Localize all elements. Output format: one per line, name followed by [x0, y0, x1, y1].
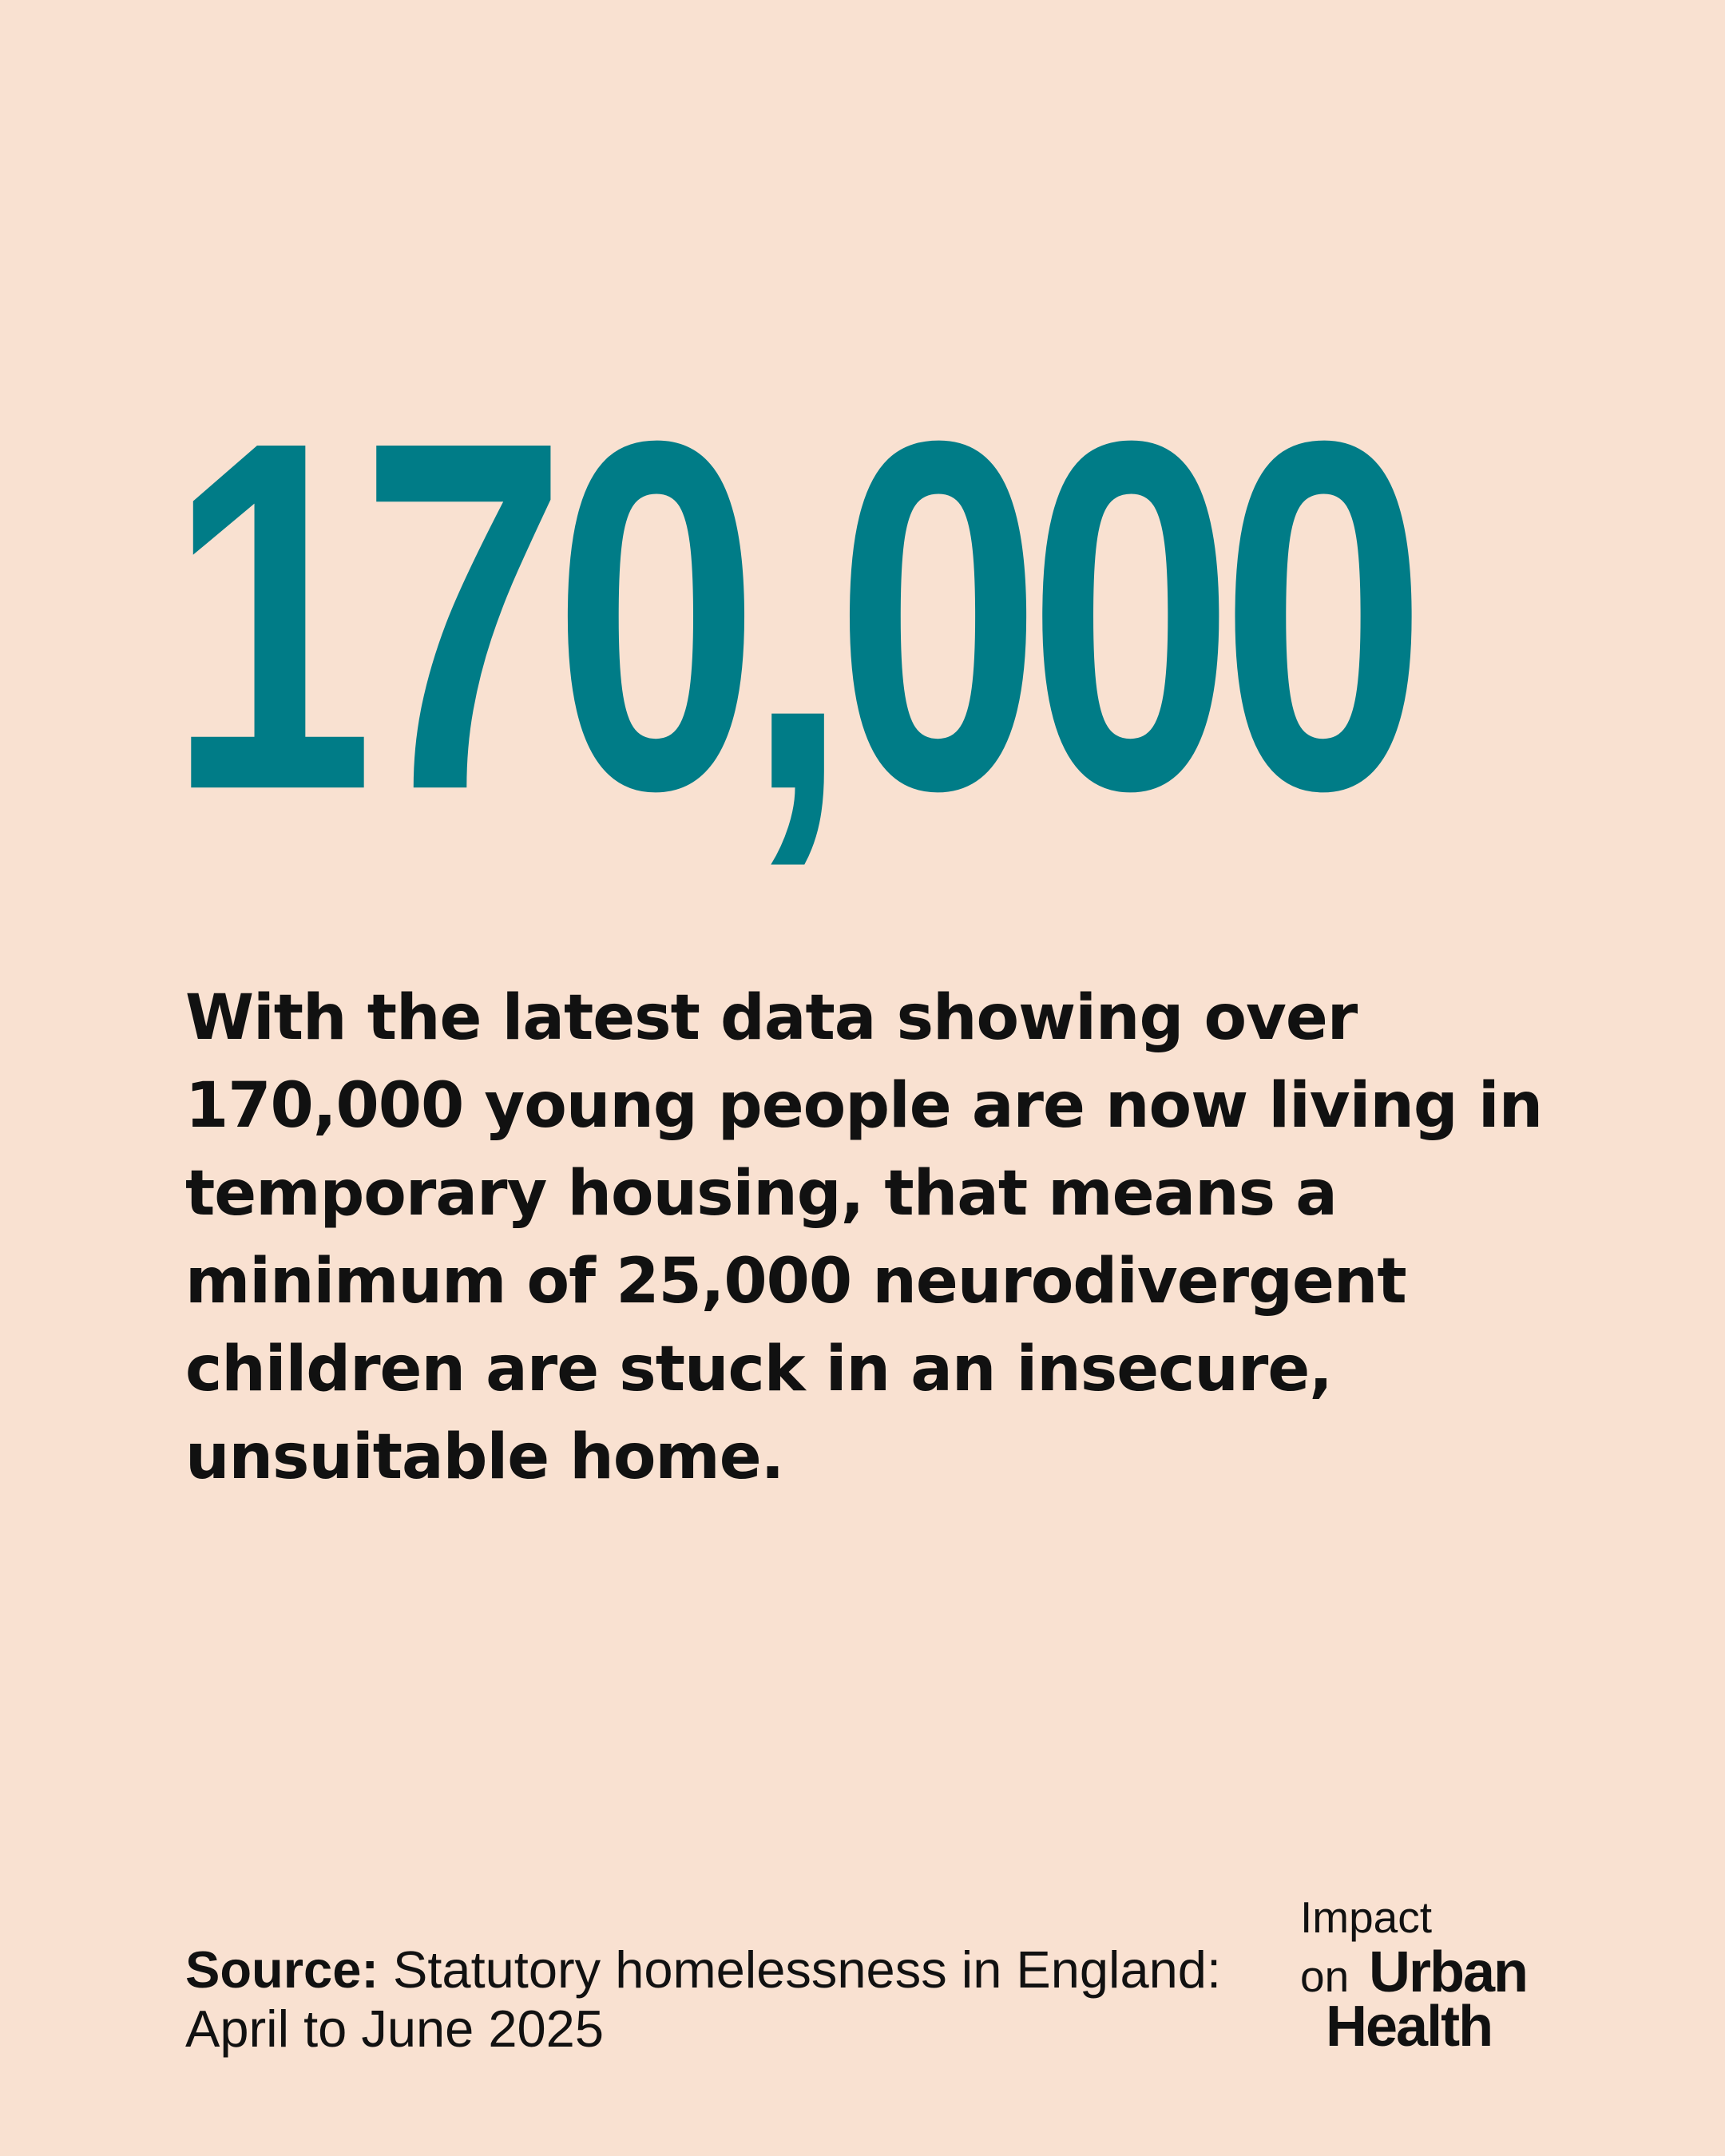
source-label: Source: — [185, 1940, 379, 1999]
impact-on-urban-health-logo — [1300, 1892, 1556, 2060]
logo-word-urban: Urban — [1369, 1940, 1528, 2004]
headline-number: 170,000 — [168, 337, 1414, 894]
source-note — [185, 1940, 1223, 2059]
statistic-description: With the latest data showing over 170,000 young people are now living in temporary housing, that means a minimum of 25,000 neurodivergent children are stuck in an insecure, unsuitable home. — [185, 982, 1543, 1493]
logo-word-on: on — [1300, 1952, 1350, 2001]
source-text: Statutory homelessness in England: April to June 2025 — [185, 1940, 1222, 2058]
logo-word-health: Health — [1326, 1995, 1493, 2059]
logo-word-impact: Impact — [1300, 1892, 1433, 1942]
